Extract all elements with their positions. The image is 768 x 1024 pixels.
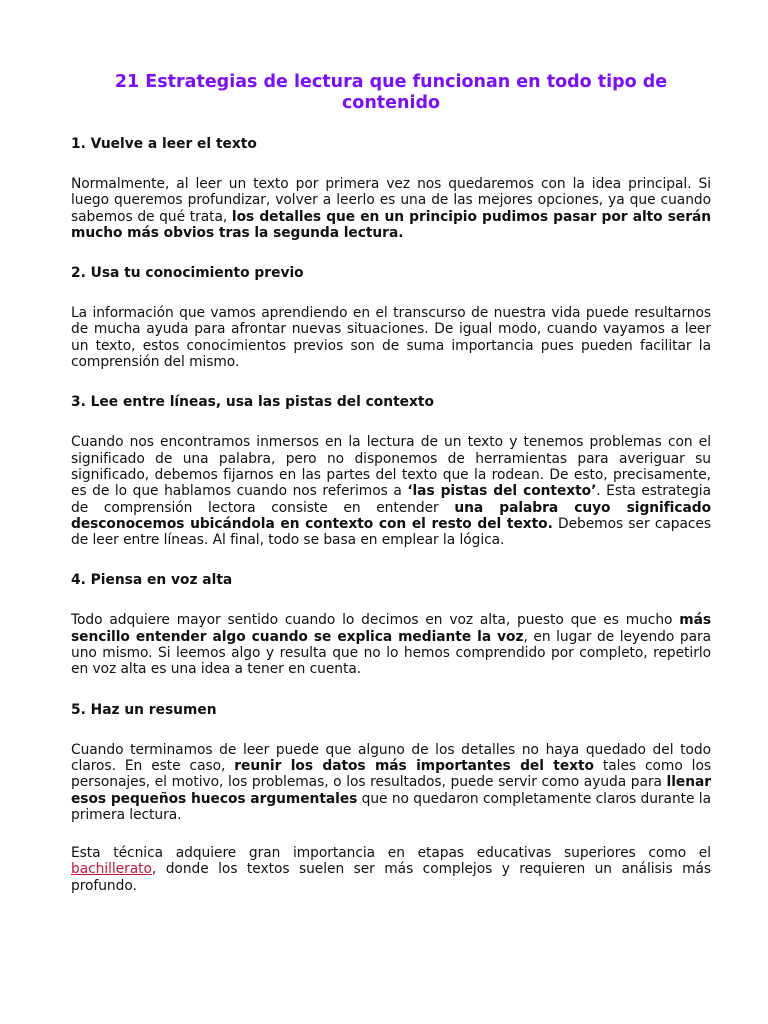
section-4: [71, 572, 711, 677]
bold-text: ‘las pistas del contexto’: [407, 483, 597, 500]
section-paragraph: [71, 845, 711, 894]
section-paragraph: [71, 612, 711, 677]
text-run: tales como los personajes, el motivo, los problemas, o los resultados, puede servir como ayuda para: [71, 757, 711, 791]
section-paragraph: [71, 305, 711, 370]
bold-text: más sencillo entender algo cuando se explica mediante la voz: [71, 612, 711, 645]
text-run: Cuando nos encontramos inmersos en la lectura de un texto y tenemos problemas con el significado de una palabra, pero no disponemos de herramientas para averiguar su significado, debemos fijarnos en las partes del texto que la rodean. De esto, precisamente, es de lo que hablamos cuando nos referimos a: [71, 434, 711, 500]
section-paragraph: [71, 434, 711, 548]
document-title: 21 Estrategias de lectura que funcionan en todo tipo de contenido: [114, 72, 668, 113]
text-run: Cuando terminamos de leer puede que alguno de los detalles no haya quedado del todo claros. En este caso,: [71, 741, 711, 774]
bold-text: llenar esos pequeños huecos argumentales: [71, 774, 711, 807]
text-run: Esta técnica adquiere gran importancia en etapas educativas superiores como el: [71, 845, 711, 862]
text-run: , donde los textos suelen ser más complejos y requieren un análisis más profundo.: [71, 861, 711, 894]
section-heading: 3. Lee entre líneas, usa las pistas del contexto: [71, 394, 435, 411]
section-2: [71, 265, 711, 370]
section-paragraph: [71, 742, 711, 823]
text-run: , en lugar de leyendo para uno mismo. Si leemos algo y resulta que no lo hemos comprendido por completo, repetirlo en voz alta es una idea a tener en cuenta.: [71, 628, 711, 678]
section-5: [71, 702, 711, 894]
bold-text: los detalles que en un principio pudimos pasar por alto serán mucho más obvios tras la segunda lectura.: [71, 208, 711, 241]
section-3: [71, 394, 711, 548]
section-1: [71, 136, 711, 241]
section-heading: 4. Piensa en voz alta: [71, 572, 233, 589]
text-run: . Esta estrategia de comprensión lectora consiste en entender: [71, 483, 711, 516]
section-heading: 1. Vuelve a leer el texto: [71, 136, 257, 152]
bold-text: una palabra cuyo significado desconocemos ubicándola en contexto con el resto del texto.: [71, 499, 711, 532]
section-paragraph: [71, 176, 711, 241]
bold-text: reunir los datos más importantes del texto: [234, 757, 594, 774]
text-run: Debemos ser capaces de leer entre líneas. Al final, todo se basa en emplear la lógica.: [71, 515, 711, 549]
bachillerato-link[interactable]: bachillerato: [71, 861, 152, 878]
text-run: La información que vamos aprendiendo en el transcurso de nuestra vida puede resultarnos de mucha ayuda para afrontar nuevas situaciones. De igual modo, cuando vayamos a leer un texto, estos conocimientos previos son de suma importancia pues pueden facilitar la comprensión del mismo.: [71, 305, 711, 371]
text-run: que no quedaron completamente claros durante la primera lectura.: [71, 790, 711, 823]
text-run: Normalmente, al leer un texto por primera vez nos quedaremos con la idea principal. Si luego queremos profundizar, volver a leerlo es una de las mejores opciones, ya que cuando sabemos de qué trata,: [71, 176, 711, 225]
section-heading: 2. Usa tu conocimiento previo: [71, 265, 304, 282]
section-heading: 5. Haz un resumen: [71, 701, 217, 718]
document-body: [71, 136, 711, 894]
document-page: [71, 72, 711, 894]
text-run: Todo adquiere mayor sentido cuando lo decimos en voz alta, puesto que es mucho: [71, 612, 680, 629]
